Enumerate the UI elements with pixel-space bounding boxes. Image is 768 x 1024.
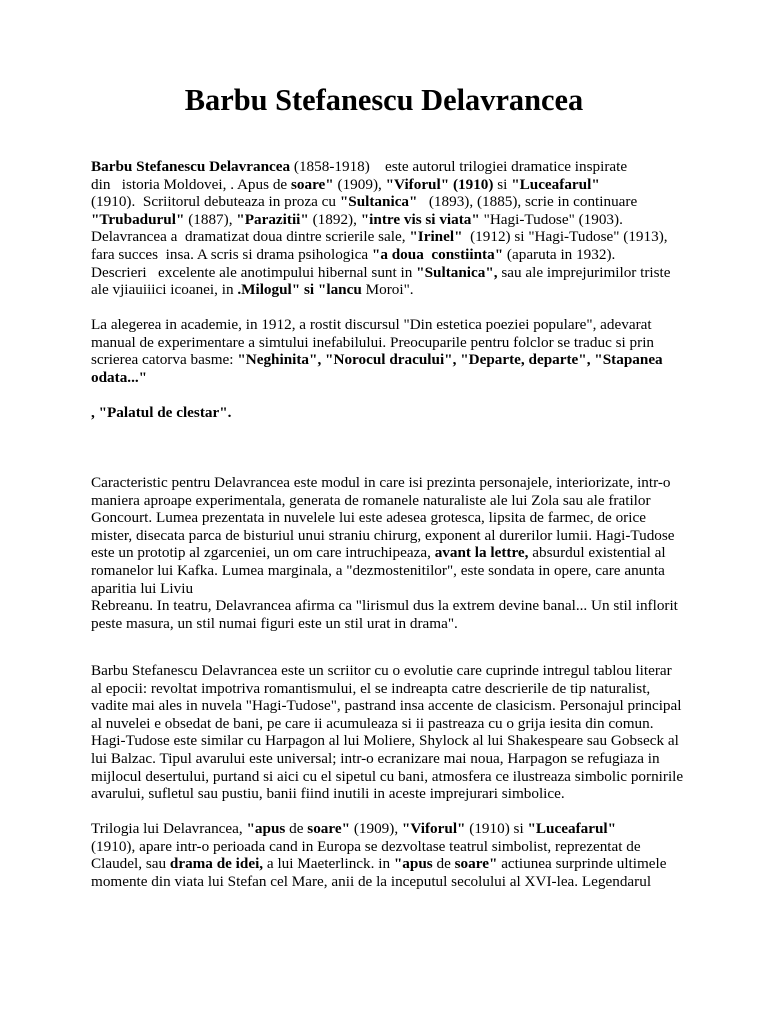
text-run: (1910). Scriitorul debuteaza in proza cu — [91, 193, 340, 211]
text-run: al epocii: revoltat impotriva romantismului, el se indreapta catre descrierile de tip naturalist, — [91, 679, 651, 697]
bold-text: "Sultanica", — [416, 263, 498, 281]
text-run: Hagi-Tudose este similar cu Harpagon al lui Moliere, Shylock al lui Shakespeare sau Gobseck al — [91, 732, 679, 750]
text-line — [91, 715, 731, 733]
text-line — [91, 820, 731, 838]
text-run: manual de experimentare a simtului inefabilului. Preocuparile pentru folclor se traduc si prin — [91, 333, 655, 351]
text-run: de — [432, 855, 455, 873]
text-line — [91, 404, 731, 422]
bold-text: "apus — [246, 820, 286, 837]
text-line — [91, 615, 731, 633]
paragraph-academy — [91, 316, 731, 386]
text-run: peste masura, un stil numai figuri este un stil urat in drama". — [91, 614, 458, 632]
bold-text: "Luceafarul" — [511, 175, 600, 193]
text-line — [91, 873, 731, 891]
text-line — [91, 316, 731, 334]
text-run: Descrieri excelente ale anotimpului hibernal sunt in — [91, 263, 417, 281]
text-run: (1858-1918) este autorul trilogiei dramatice inspirate — [290, 158, 628, 175]
text-run: Trilogia lui Delavrancea, — [91, 820, 247, 837]
bold-text: avant la lettre, — [434, 544, 529, 562]
text-line — [91, 697, 731, 715]
bold-text: "intre vis si viata" — [360, 210, 480, 228]
text-run: de — [285, 820, 308, 837]
text-run: fara succes insa. A scris si drama psihologica — [91, 245, 372, 263]
text-line — [91, 158, 731, 176]
text-run: (1887), — [184, 210, 237, 228]
text-run: (1892), — [308, 210, 361, 228]
bold-text: "a doua constiinta" — [371, 245, 504, 263]
text-run: sau ale imprejurimilor triste — [497, 263, 671, 281]
text-run: Moroi". — [361, 281, 414, 299]
bold-text: , "Palatul de clestar". — [91, 404, 232, 421]
text-line — [91, 838, 731, 856]
text-run: maniera aproape experimentala, generata de romanele naturaliste ale lui Zola sau ale fratilor — [91, 491, 651, 509]
bold-text: "Parazitii" — [236, 210, 309, 228]
text-run: (1909), — [350, 820, 402, 837]
text-line — [91, 855, 731, 873]
text-run: avarului, sufletul sau pustiu, banii fiind inutili in aceste imprejurari simbolice. — [91, 785, 565, 803]
text-line — [91, 351, 731, 369]
text-run: La alegerea in academie, in 1912, a rostit discursul "Din estetica poeziei populare", adevarat — [91, 316, 652, 333]
bold-text: soare" — [307, 820, 351, 837]
text-run: (aparuta in 1932). — [503, 245, 616, 263]
bold-text: soare" — [290, 175, 334, 193]
text-run: absurdul existential al — [528, 544, 666, 562]
text-line — [91, 544, 731, 562]
text-line — [91, 369, 731, 387]
text-run: lui Balzac. Tipul avarului este universal; intr-o ecranizare mai noua, Harpagon se refugiaza in — [91, 749, 660, 767]
paragraph-characters — [91, 474, 731, 632]
bold-text: "Trubadurul" — [91, 210, 185, 228]
text-run: al nuvelei e obsedat de bani, pe care ii acumuleaza si ii pastreaza cu o grija iesita din comun. — [91, 714, 654, 732]
text-run: ale vjiauiiici icoanei, in — [91, 281, 238, 299]
bold-text: .Milogul" si "lancu — [237, 281, 362, 299]
text-run: scrierea catorva basme: — [91, 351, 238, 369]
text-line — [91, 193, 731, 211]
text-line — [91, 750, 731, 768]
text-line — [91, 597, 731, 615]
text-line — [91, 492, 731, 510]
text-run: "Hagi-Tudose" (1903). — [479, 210, 623, 228]
bold-text: "Viforul" (1910) — [385, 175, 494, 193]
text-line — [91, 662, 731, 680]
paragraph-palatul — [91, 404, 731, 422]
bold-text: "Luceafarul" — [527, 820, 617, 837]
bold-text: Barbu Stefanescu Delavrancea — [91, 158, 291, 175]
bold-text: soare" — [454, 855, 498, 873]
text-run: este un prototip al zgarceniei, un om care intruchipeaza, — [91, 544, 435, 562]
text-run: (1909), — [333, 175, 386, 193]
text-run: vadite mai ales in nuvela "Hagi-Tudose", pastrand insa accente de clasicism. Personajul principal — [91, 697, 682, 715]
text-run: a lui Maeterlinck. in — [263, 855, 394, 873]
text-run: Caracteristic pentru Delavrancea este modul in care isi prezinta personajele, interiorizate, intr-o — [91, 474, 671, 491]
text-line — [91, 246, 731, 264]
document-title: Barbu Stefanescu Delavrancea — [184, 83, 584, 117]
text-run: (1910), apare intr-o perioada cand in Europa se dezvoltase teatrul simbolist, reprezentat de — [91, 837, 641, 855]
text-run: Claudel, sau — [91, 855, 170, 873]
text-line — [91, 768, 731, 786]
paragraph-trilogy — [91, 820, 731, 890]
text-line — [91, 680, 731, 698]
text-line — [91, 474, 731, 492]
text-run: Goncourt. Lumea prezentata in nuvelele lui este adesea grotesca, lipsita de farmec, de orice — [91, 509, 646, 527]
text-line — [91, 785, 731, 803]
text-line — [91, 580, 731, 598]
text-line — [91, 228, 731, 246]
text-line — [91, 176, 731, 194]
bold-text: "Neghinita", "Norocul dracului", "Departe, departe", "Stapanea — [237, 351, 663, 369]
text-run: (1910) si — [465, 820, 528, 837]
text-line — [91, 211, 731, 229]
text-run: aparitia lui Liviu — [91, 579, 194, 597]
text-run: mijlocul desertului, purtand si aici cu el sipetul cu bani, atmosfera ce ilustreaza simbolic pornirile — [91, 767, 684, 785]
bold-text: "apus — [393, 855, 433, 873]
bold-text: drama de idei, — [169, 855, 264, 873]
text-line — [91, 732, 731, 750]
text-run: actiunea surprinde ultimele — [497, 855, 667, 873]
text-line — [91, 509, 731, 527]
bold-text: odata..." — [91, 368, 148, 386]
text-line — [91, 562, 731, 580]
text-run: (1912) si "Hagi-Tudose" (1913), — [462, 228, 668, 246]
text-line — [91, 281, 731, 299]
paragraph-evolution — [91, 662, 731, 803]
bold-text: "Viforul" — [401, 820, 466, 837]
text-run: mister, disecata parca de bisturiul unui straniu chirurg, exponent al durerilor lumii. Hagi-Tudose — [91, 526, 675, 544]
text-line — [91, 264, 731, 282]
text-run: Delavrancea a dramatizat doua dintre scrierile sale, — [91, 228, 410, 246]
text-run: (1893), (1885), scrie in continuare — [417, 193, 638, 211]
text-run: si — [493, 175, 512, 193]
text-run: romanelor lui Kafka. Lumea marginala, a "dezmostenitilor", este sondata in opere, care anunta — [91, 561, 665, 579]
text-run: Rebreanu. In teatru, Delavrancea afirma ca "lirismul dus la extrem devine banal... Un stil inflorit — [91, 597, 678, 615]
bold-text: "Sultanica" — [339, 193, 418, 211]
text-run: din istoria Moldovei, . Apus de — [91, 175, 291, 193]
text-run: momente din viata lui Stefan cel Mare, anii de la inceputul secolului al XVI-lea. Legendarul — [91, 872, 652, 890]
bold-text: "Irinel" — [409, 228, 463, 246]
text-line — [91, 527, 731, 545]
text-line — [91, 334, 731, 352]
paragraph-intro — [91, 158, 731, 299]
text-run: Barbu Stefanescu Delavrancea este un scriitor cu o evolutie care cuprinde intregul tablou literar — [91, 662, 672, 679]
